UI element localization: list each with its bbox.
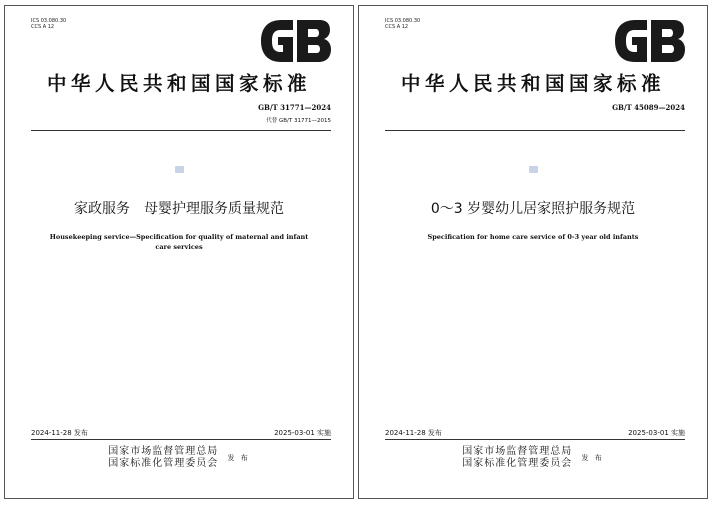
issuers bbox=[5, 446, 353, 470]
issuer-names bbox=[462, 446, 572, 470]
ccs-code: CCS A 12 bbox=[31, 24, 55, 30]
publish-label: 发 布 bbox=[581, 454, 604, 462]
standard-cover-right bbox=[358, 5, 708, 499]
implement-date: 2025-03-01 实施 bbox=[628, 429, 685, 437]
document-title-cn: 0～3 岁婴幼儿居家照护服务规范 bbox=[430, 201, 636, 217]
national-standard-title: 中华人民共和国国家标准 bbox=[400, 72, 665, 95]
standard-cover-left bbox=[4, 5, 354, 499]
national-standard-title: 中华人民共和国国家标准 bbox=[46, 72, 311, 95]
gb-logo-icon bbox=[611, 16, 687, 66]
document-title-cn: 家政服务 母婴护理服务质量规范 bbox=[74, 201, 284, 217]
title-en-line: care services bbox=[155, 243, 203, 251]
document-title-en bbox=[389, 232, 677, 242]
ics-code: ICS 03.080.30 bbox=[31, 18, 67, 24]
publish-label: 发 布 bbox=[227, 454, 250, 462]
header-divider bbox=[31, 130, 331, 131]
classification-codes bbox=[385, 18, 420, 30]
implement-date: 2025-03-01 实施 bbox=[274, 429, 331, 437]
gb-logo-icon bbox=[257, 16, 333, 66]
title-en-line: Housekeeping service—Specification for quality of maternal and infant bbox=[49, 233, 309, 241]
footer-divider bbox=[385, 439, 685, 440]
classification-codes bbox=[31, 18, 66, 30]
emblem-mark-icon bbox=[529, 166, 538, 173]
issuer-names bbox=[108, 446, 218, 470]
title-en-line: Specification for home care service of 0-3 year old infants bbox=[427, 233, 639, 241]
issuer-name: 国家市场监督管理总局 bbox=[108, 446, 219, 457]
ccs-code: CCS A 12 bbox=[385, 24, 409, 30]
replaces-note: 代替 GB/T 31771—2015 bbox=[266, 118, 331, 124]
emblem-mark-icon bbox=[175, 166, 184, 173]
issuers bbox=[359, 446, 707, 470]
issuer-name: 国家标准化管理委员会 bbox=[462, 458, 573, 469]
standard-code: GB/T 45089—2024 bbox=[612, 103, 685, 112]
issue-date: 2024-11-28 发布 bbox=[31, 429, 88, 437]
header-divider bbox=[385, 130, 685, 131]
issuer-name: 国家市场监督管理总局 bbox=[462, 446, 573, 457]
issuer-name: 国家标准化管理委员会 bbox=[108, 458, 219, 469]
issue-date: 2024-11-28 发布 bbox=[385, 429, 442, 437]
standard-code: GB/T 31771—2024 bbox=[258, 103, 331, 112]
document-title-en bbox=[35, 232, 323, 252]
footer-divider bbox=[31, 439, 331, 440]
ics-code: ICS 03.080.30 bbox=[385, 18, 421, 24]
